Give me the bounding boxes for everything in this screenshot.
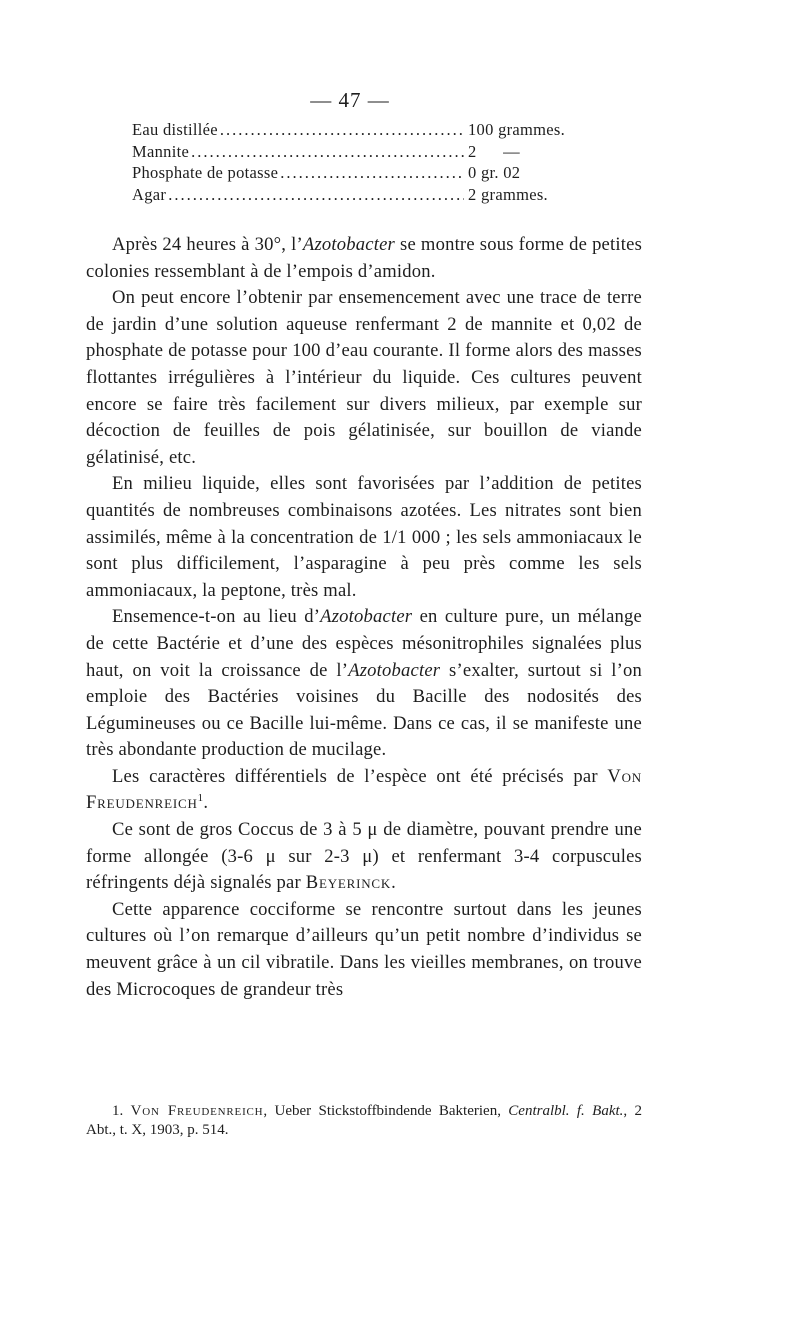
text-run: Ce sont de gros Coccus de 3 à 5 μ de diamètre, pouvant prendre une forme allongée (3-6 μ sur 2-3 μ) et renfermant 3-4 corpuscules réfringents déjà signalés par — [86, 819, 642, 894]
recipe-row — [132, 142, 572, 164]
body-text — [86, 232, 642, 1003]
recipe-ingredient: Phosphate de potasse — [132, 163, 279, 182]
leader-dots — [220, 120, 464, 140]
text-run: Ensemence-t-on au lieu d’ — [112, 606, 321, 628]
footnote-number: 1. — [112, 1103, 124, 1119]
leader-dots — [280, 163, 464, 183]
text-run: en culture pure, un mélange de cette Bactérie et d’une des espèces mésonitrophiles signalées plus haut, on voit la croissance de l’ — [86, 606, 643, 681]
text-run: Après 24 heures à 30°, l’ — [112, 234, 303, 255]
paragraph — [86, 604, 642, 764]
author-name: Von Freudenreich — [86, 765, 642, 814]
italic-term: Azotobacter — [348, 659, 441, 681]
journal-title: Centralbl. f. Bakt. — [508, 1103, 624, 1119]
paragraph: En milieu liquide, elles sont favorisées par l’addition de petites quantités de nombreuses combinaisons azotées. Les nitrates sont bien assimilés, même à la concentration de 1/1 000 ; les sels ammoniacaux le sont plus difficilement, l’asparagine à peu près comme les sels ammoniacaux, la peptone, très mal. — [86, 473, 642, 601]
recipe-quantity: 0 gr. 02 — [468, 163, 521, 182]
text-run: , Ueber Stickstoffbindende Bakterien, — [263, 1103, 509, 1119]
recipe-row — [132, 185, 572, 207]
italic-term: Azotobacter — [320, 606, 413, 628]
paragraph: On peut encore l’obtenir par ensemencement avec une trace de terre de jardin d’une solution aqueuse renfermant 2 de mannite et 0,02 de phosphate de potasse pour 100 d’eau courante. Il forme alors des masses flottantes irrégulières à l’intérieur du liquide. Ces cultures peuvent encore se faire très facilement sur divers milieux, par exemple sur décoction de feuilles de pois gélatinisée, sur bouillon de viande gélatinisé, etc. — [86, 287, 642, 468]
leader-dots — [191, 142, 464, 162]
paragraph — [86, 817, 642, 897]
recipe-row — [132, 120, 572, 142]
text-run: . — [391, 872, 396, 894]
paragraph: Cette apparence cocciforme se rencontre surtout dans les jeunes cultures où l’on remarque d’ailleurs qu’un petit nombre d’individus se meuvent grâce à un cil vibratile. Dans les vieilles membranes, on trouve des Microcoques de grandeur très — [86, 898, 642, 1000]
recipe-quantity: 2 grammes. — [468, 184, 548, 204]
paragraph — [86, 764, 642, 817]
footnote-text — [86, 1102, 642, 1140]
text-run: . — [203, 792, 209, 814]
paragraph — [86, 232, 642, 285]
text-run: , 2 Abt., t. X, 1903, p. 514. — [86, 1103, 642, 1138]
recipe-quantity: 2 — — [468, 141, 520, 161]
author-name: Beyerinck — [305, 872, 392, 894]
page-number: — 47 — — [310, 88, 390, 112]
recipe-row — [132, 163, 572, 185]
author-name: Von Freudenreich — [130, 1103, 264, 1119]
italic-term: Azotobacter — [302, 234, 395, 255]
text-run: s’exalter, surtout si l’on emploie des Bactéries voisines du Bacille des nodosités des Légumineuses ou ce Bacille lui-même. Dans ce cas, il se manifeste une très abondante production de mucilage. — [86, 659, 642, 761]
text-run: se montre sous forme de petites colonies ressemblant à de l’empois d’amidon. — [86, 234, 643, 282]
recipe-quantity: 100 grammes. — [468, 120, 566, 139]
footnote — [86, 1102, 642, 1140]
recipe-list — [132, 120, 572, 206]
footnote-marker: 1 — [197, 792, 204, 805]
recipe-ingredient: Eau distillée — [132, 120, 218, 139]
recipe-ingredient: Agar — [132, 184, 167, 204]
text-run: Les caractères différentiels de l’espèce ont été précisés par — [112, 765, 608, 787]
recipe-ingredient: Mannite — [132, 141, 190, 161]
leader-dots — [168, 185, 464, 205]
